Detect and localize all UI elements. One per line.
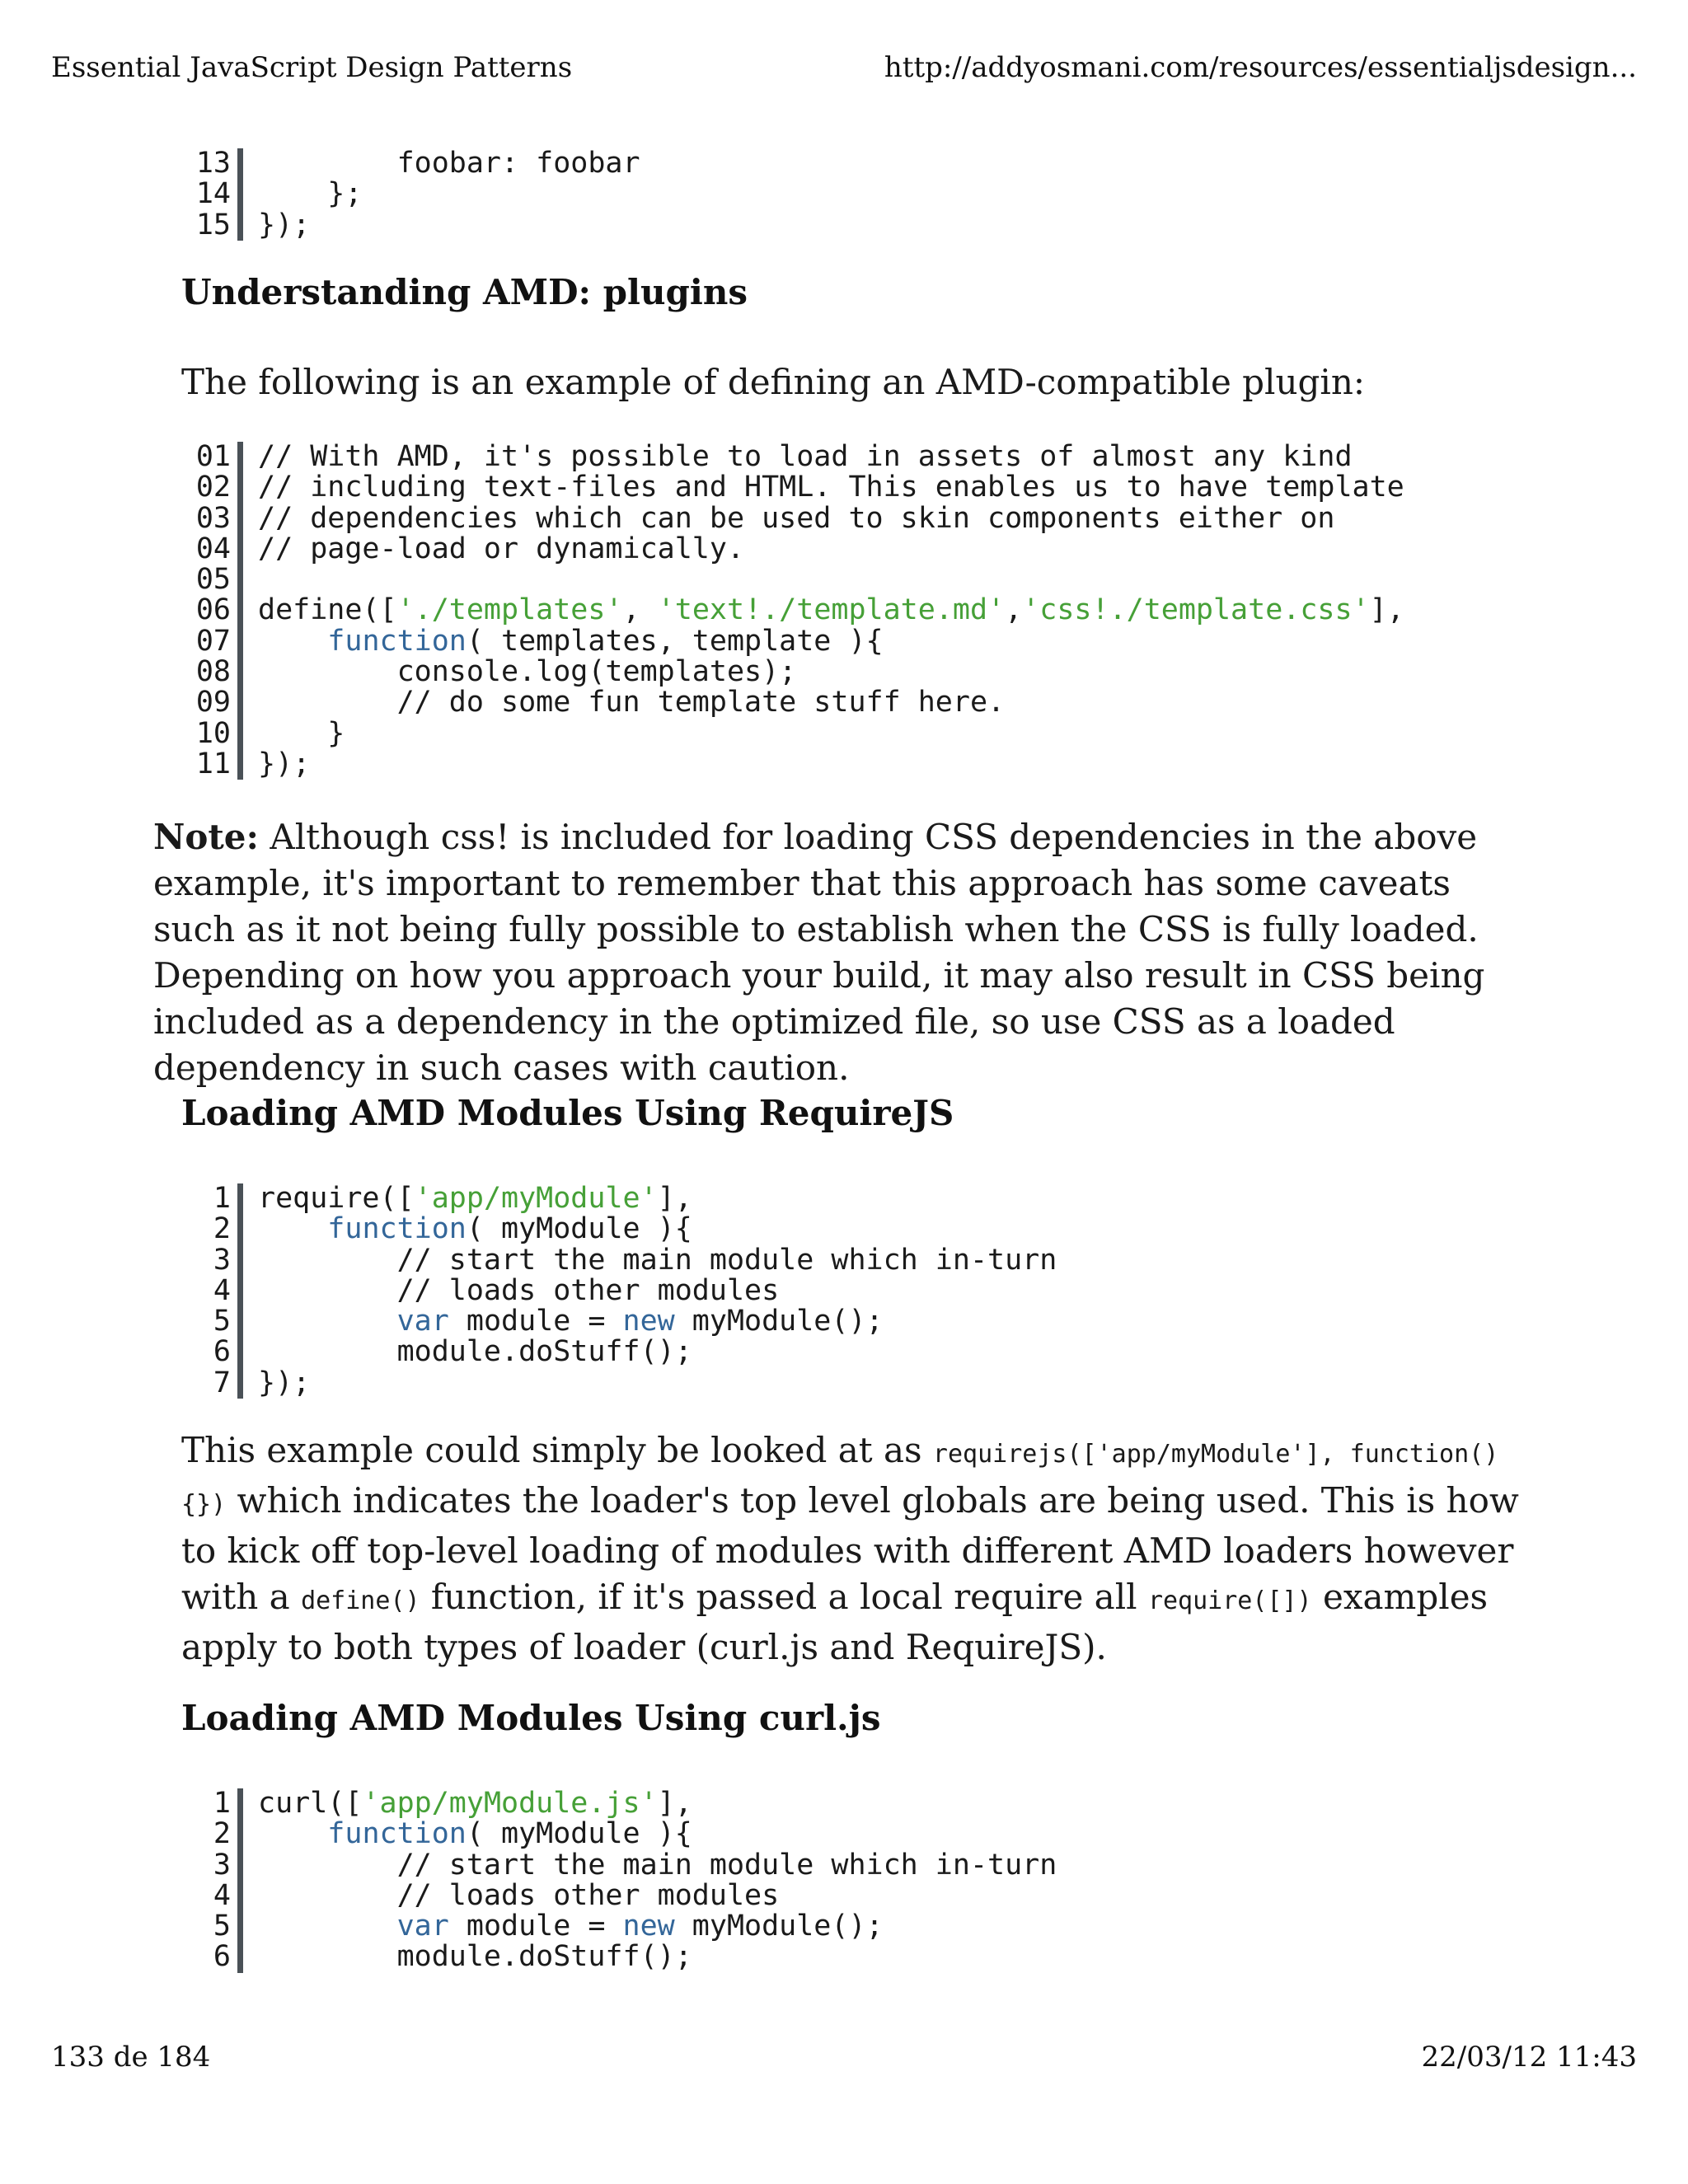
para-text-3: function, if it's passed a local require all [420, 1577, 1148, 1617]
gutter-bar [237, 749, 243, 780]
code-token: // dependencies which can be used to skin components either on [258, 501, 1335, 535]
line-number: 03 [195, 501, 231, 535]
code-token: // page-load or dynamically. [258, 532, 745, 565]
line-number: 13 [195, 147, 231, 180]
gutter-bar [237, 657, 243, 687]
code-token: }); [258, 747, 311, 780]
line-number: 11 [195, 747, 231, 780]
code-text [258, 1911, 884, 1942]
code-text [258, 657, 796, 687]
gutter-bar [237, 148, 243, 179]
line-number: 1 [213, 1787, 231, 1820]
code-token: myModule(); [674, 1305, 884, 1338]
code-token: // loads other modules [258, 1878, 780, 1912]
code-token: require([ [258, 1182, 415, 1215]
code-token [258, 1910, 397, 1943]
line-number: 6 [213, 1335, 231, 1369]
code-text [258, 1850, 1057, 1881]
page-number: 133 de 184 [51, 2041, 211, 2074]
code-keyword: function [327, 1212, 467, 1246]
page-header-title: Essential JavaScript Design Patterns [51, 51, 573, 84]
line-number: 10 [195, 716, 231, 750]
line-number: 09 [195, 686, 231, 719]
code-keyword: new [622, 1305, 675, 1338]
note-label: Note: [153, 817, 260, 857]
gutter-bar [237, 1368, 243, 1399]
code-token: // loads other modules [258, 1273, 780, 1307]
code-token: curl([ [258, 1787, 363, 1820]
code-text [258, 1306, 884, 1337]
code-string: './templates' [396, 593, 623, 627]
line-number: 5 [213, 1910, 231, 1943]
code-text [258, 501, 1335, 535]
code-token: ], [657, 1182, 692, 1215]
code-keyword: function [327, 624, 467, 658]
code-string: 'text!./template.md' [657, 593, 1006, 627]
code-token: module = [448, 1305, 623, 1338]
line-number: 7 [213, 1366, 231, 1399]
line-number: 05 [195, 563, 231, 597]
code-text [258, 1337, 692, 1367]
code-token: }); [258, 1366, 311, 1399]
code-text [258, 626, 884, 657]
gutter-bar [237, 1788, 243, 1819]
code-text [258, 1245, 1057, 1276]
code-text [258, 687, 1005, 718]
code-token: ( myModule ){ [466, 1817, 692, 1851]
code-token [258, 1817, 327, 1850]
code-text [258, 1273, 780, 1307]
code-token [258, 1212, 327, 1245]
para-text-2: which indicates the loader's top level globals are being used. This is how to kick off top-level loading of modules with different AMD loaders however with a [181, 1480, 1519, 1617]
code-text [258, 442, 1353, 472]
code-token: ], [657, 1787, 692, 1820]
code-token: , [1005, 593, 1023, 627]
gutter-bar [237, 210, 243, 241]
code-text [258, 210, 310, 241]
code-token: ( myModule ){ [466, 1212, 692, 1246]
code-token: // start the main module which in-turn [258, 1848, 1057, 1882]
code-text [258, 1214, 692, 1244]
gutter-bar [237, 565, 243, 595]
code-text [258, 472, 1404, 503]
note-paragraph [153, 814, 1538, 1091]
line-number: 15 [195, 208, 231, 241]
code-text [258, 1368, 310, 1399]
code-text [258, 749, 310, 780]
gutter-bar [237, 1306, 243, 1337]
line-number: 1 [213, 1182, 231, 1215]
gutter-bar [237, 1881, 243, 1911]
code-keyword: var [396, 1910, 449, 1943]
line-number: 07 [195, 624, 231, 658]
print-datetime: 22/03/12 11:43 [1421, 2041, 1637, 2074]
line-number: 01 [195, 440, 231, 473]
line-number: 4 [213, 1878, 231, 1912]
code-token: foobar: foobar [258, 147, 640, 180]
code-keyword: new [622, 1910, 675, 1943]
line-number: 14 [195, 177, 231, 211]
code-text [258, 1788, 692, 1819]
code-text [258, 1819, 692, 1849]
code-keyword: var [396, 1305, 449, 1338]
code-token [258, 1305, 397, 1338]
code-token: myModule(); [674, 1910, 884, 1943]
code-keyword: function [327, 1817, 467, 1851]
plugin-intro: The following is an example of defining an AMD-compatible plugin: [181, 362, 1366, 402]
requirejs-explanation [181, 1427, 1533, 1671]
code-text [258, 716, 345, 750]
code-text [258, 148, 640, 179]
code-string: 'app/myModule.js' [362, 1787, 658, 1820]
heading-requirejs: Loading AMD Modules Using RequireJS [181, 1093, 954, 1133]
code-text [258, 179, 362, 209]
gutter-bar [237, 719, 243, 749]
code-token: // With AMD, it's possible to load in assets of almost any kind [258, 440, 1353, 473]
code-token [258, 625, 327, 658]
code-token: ], [1369, 593, 1404, 627]
code-text [258, 1942, 692, 1972]
page-header-url[interactable]: http://addyosmani.com/resources/essentialjsdesign... [884, 51, 1637, 84]
line-number: 5 [213, 1305, 231, 1338]
gutter-bar [237, 1850, 243, 1881]
line-number: 4 [213, 1273, 231, 1307]
para-text-4: examples apply to both types of loader (curl.js and RequireJS). [181, 1577, 1489, 1667]
line-number: 3 [213, 1243, 231, 1277]
gutter-bar [237, 1214, 243, 1244]
inline-code-requirejs: requirejs(['app/myModule'], function(){}) [181, 1440, 1499, 1519]
code-string: 'css!./template.css' [1022, 593, 1370, 627]
line-number: 08 [195, 655, 231, 689]
code-token: } [258, 716, 345, 750]
line-number: 02 [195, 471, 231, 504]
gutter-bar [237, 1337, 243, 1367]
gutter-bar [237, 687, 243, 718]
line-number: 04 [195, 532, 231, 565]
inline-code-require: require([]) [1147, 1586, 1312, 1615]
gutter-bar [237, 1819, 243, 1849]
para-text-1: This example could simply be looked at as [181, 1430, 933, 1470]
gutter-bar [237, 1245, 243, 1276]
code-text [258, 1183, 692, 1214]
code-token: }; [258, 177, 363, 211]
gutter-bar [237, 1911, 243, 1942]
gutter-bar [237, 1942, 243, 1972]
heading-amd-plugins: Understanding AMD: plugins [181, 272, 748, 312]
code-token: // do some fun template stuff here. [258, 686, 1006, 719]
gutter-bar [237, 595, 243, 626]
code-token: , [622, 593, 658, 627]
code-text [258, 595, 1404, 626]
code-text [258, 1878, 780, 1912]
gutter-bar [237, 442, 243, 472]
code-text [258, 534, 744, 565]
code-token: module = [448, 1910, 623, 1943]
line-number: 3 [213, 1848, 231, 1882]
gutter-bar [237, 1183, 243, 1214]
gutter-bar [237, 504, 243, 534]
note-text: Although css! is included for loading CSS dependencies in the above example, it's important to remember that this approach has some caveats such as it not being fully possible to establish when the CSS is fully loaded. Depending on how you approach your build, it may also result in CSS being included as a dependency in the optimized file, so use CSS as a loaded dependency in such cases with caution. [153, 817, 1485, 1088]
gutter-bar [237, 472, 243, 503]
code-token: define([ [258, 593, 397, 627]
line-number: 06 [195, 593, 231, 627]
code-token: // including text-files and HTML. This enables us to have template [258, 471, 1404, 504]
code-token: module.doStuff(); [258, 1335, 692, 1369]
inline-code-define: define() [301, 1586, 420, 1615]
gutter-bar [237, 1276, 243, 1306]
code-token: // start the main module which in-turn [258, 1243, 1057, 1277]
code-token: ( templates, template ){ [466, 624, 884, 658]
line-number: 2 [213, 1212, 231, 1246]
gutter-bar [237, 179, 243, 209]
gutter-bar [237, 534, 243, 565]
line-number: 2 [213, 1817, 231, 1851]
gutter-bar [237, 626, 243, 657]
code-token: }); [258, 208, 311, 241]
code-token: console.log(templates); [258, 655, 797, 689]
heading-curljs: Loading AMD Modules Using curl.js [181, 1698, 881, 1738]
line-number: 6 [213, 1940, 231, 1974]
code-string: 'app/myModule' [414, 1182, 658, 1215]
code-token: module.doStuff(); [258, 1940, 692, 1974]
